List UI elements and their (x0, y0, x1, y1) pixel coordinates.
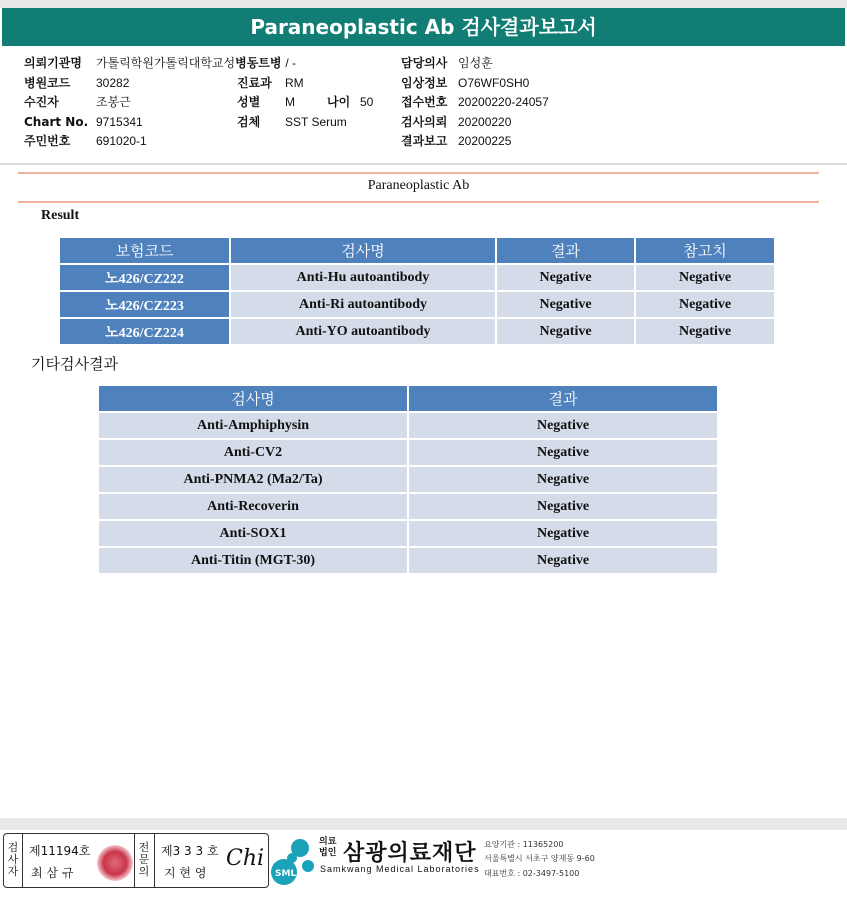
test-name: Anti-Hu autoantibody (231, 265, 495, 290)
examiner-number: 제11194호 (29, 844, 91, 858)
divider (18, 172, 819, 174)
insurance-code: 노426/CZ224 (60, 319, 229, 344)
signature-box (3, 833, 269, 888)
test-name: Anti-CV2 (99, 440, 407, 465)
org-prefix-line: 의료 (319, 837, 337, 847)
column-header: 참고치 (636, 238, 774, 263)
info-label: 담당의사 (401, 56, 448, 70)
logo-text: SML (275, 869, 297, 879)
contact-line: 대표번호 : 02-3497-5100 (484, 869, 580, 878)
divider (134, 834, 135, 887)
info-row (237, 93, 373, 113)
table-row (60, 319, 774, 344)
age-label: 나이 (327, 95, 351, 109)
info-value: 20200220 (458, 114, 512, 129)
report-footer (0, 830, 847, 898)
test-name: Anti-Titin (MGT-30) (99, 548, 407, 573)
seal-stamp-icon (97, 845, 133, 881)
table-row (99, 440, 717, 465)
test-result: Negative (497, 292, 634, 317)
test-result: Negative (409, 413, 717, 438)
info-row (237, 74, 373, 94)
column-header: 보험코드 (60, 238, 229, 263)
info-row (401, 93, 549, 113)
org-prefix (319, 837, 336, 859)
age-value: 50 (360, 95, 374, 109)
info-value: 임성훈 (458, 56, 493, 70)
test-name: Anti-Recoverin (99, 494, 407, 519)
top-margin (0, 0, 847, 8)
table-row (99, 521, 717, 546)
test-result: Negative (409, 467, 717, 492)
test-name: Anti-Ri autoantibody (231, 292, 495, 317)
table-row (99, 467, 717, 492)
contact-line: 서울특별시 서초구 양재동 9-60 (484, 854, 595, 863)
info-value: RM (285, 75, 304, 90)
info-value: 가톨릭학원가톨릭대학교성 (96, 56, 236, 70)
patient-info-col3 (401, 54, 549, 152)
test-result: Negative (409, 548, 717, 573)
table-row (60, 292, 774, 317)
info-value: 9715341 (96, 114, 143, 129)
info-row (401, 54, 549, 74)
info-label: 결과보고 (401, 134, 448, 148)
divider (18, 201, 819, 203)
column-header: 검사명 (99, 386, 407, 411)
info-value: 691020-1 (96, 134, 147, 148)
reference-value: Negative (636, 319, 774, 344)
table-row (99, 494, 717, 519)
info-label: 성별 (237, 95, 261, 109)
divider (0, 163, 847, 165)
contact-line: 요양기관 : 11365200 (484, 840, 564, 849)
ward-label: 병동트병 (235, 56, 282, 70)
examiner-label: 검사자 (7, 841, 19, 878)
test-name: Anti-Amphiphysin (99, 413, 407, 438)
reference-value: Negative (636, 292, 774, 317)
info-label: 병원코드 (24, 75, 71, 90)
info-value: 조봉근 (96, 95, 131, 109)
insurance-code: 노426/CZ222 (60, 265, 229, 290)
ward-value: / - (285, 56, 296, 70)
result-table (58, 236, 776, 346)
info-row (237, 113, 373, 133)
test-name: Anti-YO autoantibody (231, 319, 495, 344)
info-value: 20200225 (458, 134, 512, 148)
column-header: 결과 (497, 238, 634, 263)
result-label: Result (41, 208, 80, 223)
table-row (60, 265, 774, 290)
test-result: Negative (497, 265, 634, 290)
test-result: Negative (497, 319, 634, 344)
info-label: 임상정보 (401, 75, 448, 90)
info-value: 30282 (96, 75, 130, 90)
info-row (401, 113, 549, 133)
signature: Chi (226, 846, 265, 871)
org-name: 삼광의료재단 (343, 841, 477, 866)
examiner-name: 최 삼 규 (31, 866, 74, 880)
info-label: 진료과 (237, 75, 272, 90)
specialist-name: 지 현 영 (164, 866, 207, 880)
info-label: Chart No. (24, 114, 89, 129)
info-value: SST Serum (285, 114, 347, 129)
info-label: 수진자 (24, 95, 59, 109)
section-title: Paraneoplastic Ab (367, 178, 470, 193)
info-label: 주민번호 (24, 134, 71, 148)
org-prefix-line: 법인 (319, 848, 337, 858)
sml-logo-icon (270, 834, 316, 892)
table-row (99, 548, 717, 573)
info-label: 접수번호 (401, 95, 448, 109)
test-result: Negative (409, 521, 717, 546)
footer-divider (0, 818, 847, 830)
info-row (401, 132, 549, 152)
info-label: 검체 (237, 114, 261, 129)
org-english-name: Samkwang Medical Laboratories (320, 864, 480, 874)
patient-info-col2 (237, 74, 373, 133)
info-value: M (285, 95, 295, 109)
info-label: 의뢰기관명 (24, 56, 82, 70)
report-title: Paraneoplastic Ab 검사결과보고서 (2, 8, 845, 46)
table-header-row (60, 238, 774, 263)
info-value: 20200220-24057 (458, 95, 549, 109)
column-header: 결과 (409, 386, 717, 411)
specialist-number: 제3 3 3 호 (161, 844, 219, 858)
info-row (24, 54, 296, 74)
test-name: Anti-PNMA2 (Ma2/Ta) (99, 467, 407, 492)
table-header-row (99, 386, 717, 411)
other-results-table (97, 384, 719, 575)
info-value: O76WF0SH0 (458, 75, 530, 90)
divider (154, 834, 155, 887)
divider (22, 834, 23, 887)
reference-value: Negative (636, 265, 774, 290)
info-row (401, 74, 549, 94)
column-header: 검사명 (231, 238, 495, 263)
test-name: Anti-SOX1 (99, 521, 407, 546)
info-label: 검사의뢰 (401, 114, 448, 129)
other-results-title: 기타검사결과 (31, 355, 118, 373)
info-row (24, 132, 296, 152)
specialist-label: 전문의 (138, 841, 150, 878)
table-row (99, 413, 717, 438)
test-result: Negative (409, 494, 717, 519)
test-result: Negative (409, 440, 717, 465)
insurance-code: 노426/CZ223 (60, 292, 229, 317)
